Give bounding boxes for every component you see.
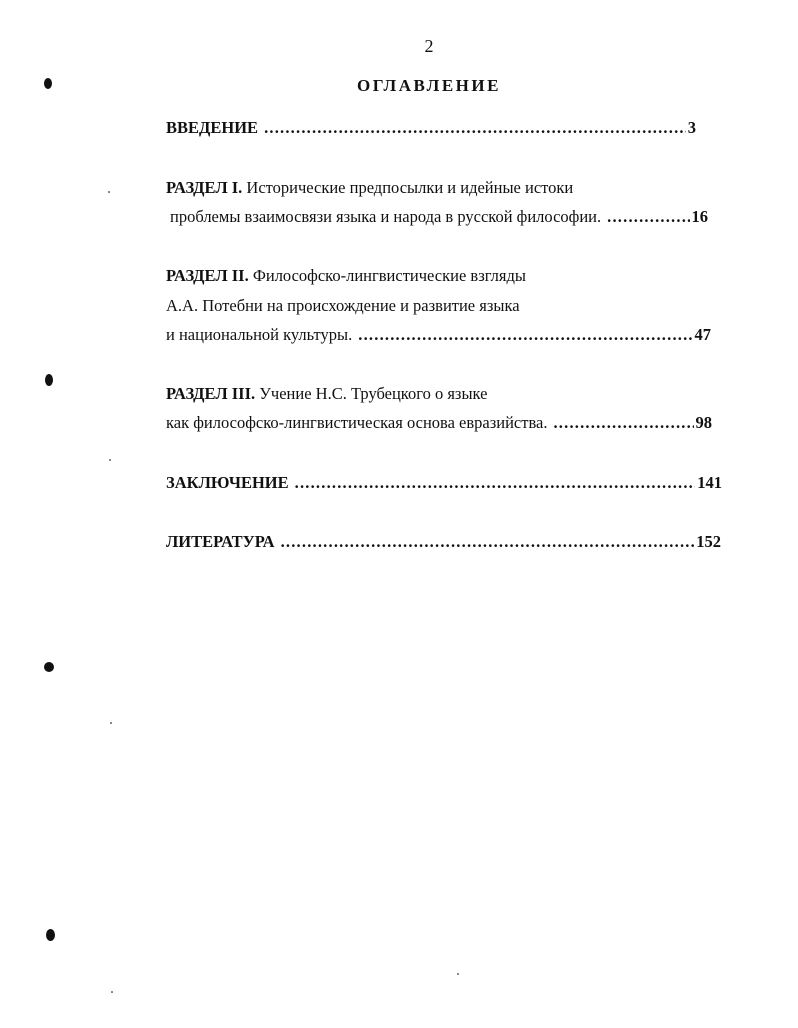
toc-page-ref: 47 xyxy=(694,325,711,344)
dot-leader xyxy=(295,473,696,493)
toc-entry-label: ЗАКЛЮЧЕНИЕ xyxy=(166,473,289,492)
toc-entry-literature[interactable] xyxy=(166,532,721,552)
toc-entry-text: как философско-лингвистическая основа евразийства. xyxy=(166,413,548,432)
punch-hole-mark xyxy=(44,662,54,672)
scan-speck xyxy=(109,459,111,461)
punch-hole-mark xyxy=(45,374,53,386)
dot-leader xyxy=(358,325,692,345)
toc-entry-text: Исторические предпосылки и идейные истоки xyxy=(246,178,574,197)
dot-leader xyxy=(264,118,686,138)
toc-entry-line xyxy=(166,266,526,286)
toc-entry-row xyxy=(170,207,708,227)
scan-speck xyxy=(108,191,110,193)
dot-leader xyxy=(553,413,693,433)
toc-entry-text: Учение Н.С. Трубецкого о языке xyxy=(259,384,488,403)
toc-entry-row xyxy=(166,413,712,433)
toc-entry-intro[interactable] xyxy=(166,118,696,138)
toc-entry-label: ВВЕДЕНИЕ xyxy=(166,118,259,137)
toc-entry-line xyxy=(166,178,573,198)
toc-entry-label: РАЗДЕЛ II. xyxy=(166,266,249,285)
toc-page-ref: 152 xyxy=(696,532,721,551)
dot-leader xyxy=(281,532,695,552)
toc-page-ref: 141 xyxy=(697,473,722,492)
toc-entry-text: проблемы взаимосвязи языка и народа в русской философии. xyxy=(170,207,602,226)
toc-entry-label: РАЗДЕЛ III. xyxy=(166,384,256,403)
toc-title: ОГЛАВЛЕНИЕ xyxy=(357,76,501,95)
toc-entry-line xyxy=(166,384,487,404)
scan-speck xyxy=(457,973,459,975)
toc-page-ref: 98 xyxy=(695,413,712,432)
toc-entry-row xyxy=(166,325,711,345)
toc-entry-conclusion[interactable] xyxy=(166,473,722,493)
punch-hole-mark xyxy=(44,78,52,89)
punch-hole-mark xyxy=(46,929,55,941)
toc-page-ref: 16 xyxy=(691,207,708,226)
toc-entry-line: А.А. Потебни на происхождение и развитие языка xyxy=(166,296,520,315)
scan-speck xyxy=(111,991,113,993)
toc-entry-text: Философско-лингвистические взгляды xyxy=(252,266,526,285)
toc-page-ref: 3 xyxy=(687,118,696,137)
toc-entry-label: ЛИТЕРАТУРА xyxy=(166,532,275,551)
dot-leader xyxy=(607,207,689,227)
scan-speck xyxy=(110,722,112,724)
toc-entry-text: и национальной культуры. xyxy=(166,325,353,344)
toc-entry-label: РАЗДЕЛ I. xyxy=(166,178,243,197)
page-number: 2 xyxy=(424,36,434,56)
